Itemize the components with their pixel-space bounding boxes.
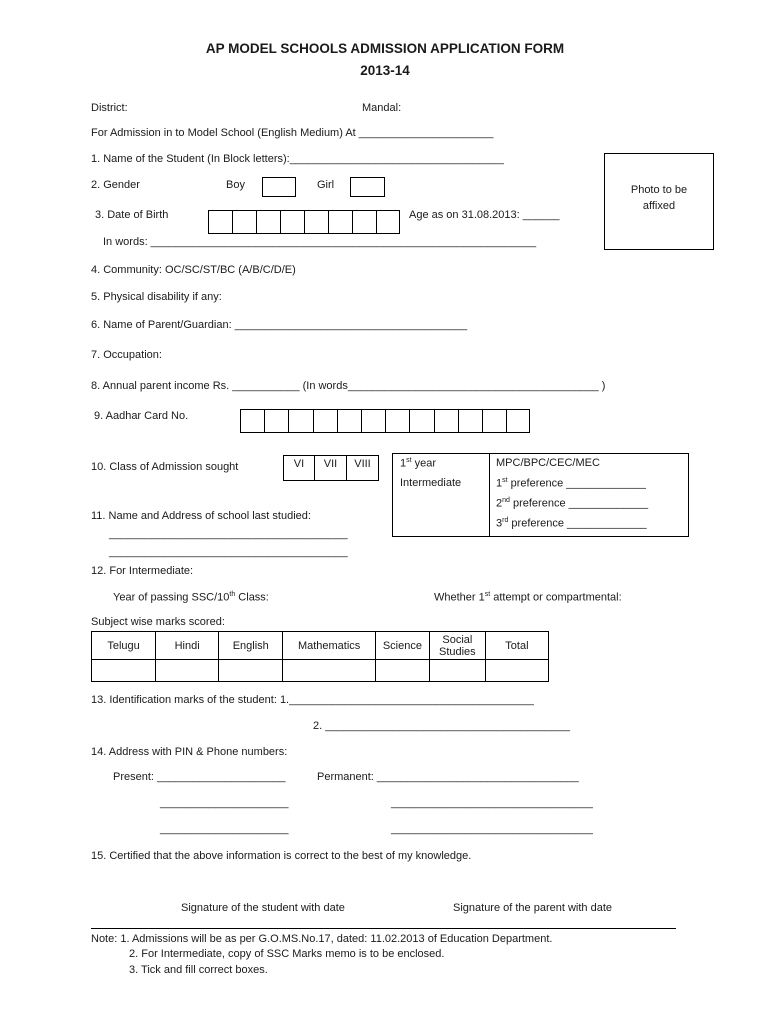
student-name-field[interactable]: 1. Name of the Student (In Block letters):___________________________________ xyxy=(91,153,504,165)
id-marks-1-field[interactable]: 13. Identification marks of the student: 1.________________________________________ xyxy=(91,694,534,706)
marks-cell-social-studies[interactable] xyxy=(429,660,485,682)
present-address-line-2[interactable]: _____________________ xyxy=(160,797,289,809)
ssc-year-field[interactable] xyxy=(113,591,269,604)
present-address-line-3[interactable]: _____________________ xyxy=(160,823,289,835)
aadhar-cell[interactable] xyxy=(289,410,313,432)
marks-table xyxy=(91,631,549,682)
disability-field[interactable]: 5. Physical disability if any: xyxy=(91,291,222,303)
aadhar-cell[interactable] xyxy=(507,410,529,432)
dob-cell[interactable] xyxy=(329,211,353,233)
student-signature-label: Signature of the student with date xyxy=(181,902,345,914)
aadhar-cell[interactable] xyxy=(241,410,265,432)
form-title: AP MODEL SCHOOLS ADMISSION APPLICATION FORM xyxy=(205,41,565,56)
dob-cell[interactable] xyxy=(353,211,377,233)
present-address-field[interactable]: Present: _____________________ xyxy=(113,771,286,783)
aadhar-label: 9. Aadhar Card No. xyxy=(94,410,189,422)
class-vi-option[interactable]: VI xyxy=(284,456,315,480)
marks-cell-total[interactable] xyxy=(485,660,548,682)
boy-label: Boy xyxy=(226,179,245,191)
aadhar-cell[interactable] xyxy=(314,410,338,432)
permanent-address-line-3[interactable]: _________________________________ xyxy=(391,823,593,835)
age-field[interactable]: Age as on 31.08.2013: ______ xyxy=(409,209,560,221)
pref1-num: 1 xyxy=(496,477,503,490)
third-preference-field[interactable] xyxy=(496,517,647,530)
mandal-label: Mandal: xyxy=(362,102,402,114)
note-3: 3. Tick and fill correct boxes. xyxy=(129,964,268,976)
ssc-sup: th xyxy=(229,591,236,598)
pref1-text: preference _____________ xyxy=(507,477,646,490)
marks-header-mathematics: Mathematics xyxy=(283,632,376,660)
marks-cell-science[interactable] xyxy=(375,660,429,682)
attempt-sup: st xyxy=(484,591,491,598)
dob-cell[interactable] xyxy=(377,211,399,233)
id-marks-2-field[interactable]: 2. ________________________________________ xyxy=(313,720,570,732)
intermediate-box xyxy=(392,453,689,537)
pref3-num: 3 xyxy=(496,517,503,530)
aadhar-cell[interactable] xyxy=(435,410,459,432)
aadhar-cell[interactable] xyxy=(338,410,362,432)
intermediate-divider xyxy=(489,454,490,536)
marks-header-social: Social xyxy=(442,633,473,646)
subject-marks-label: Subject wise marks scored: xyxy=(91,616,225,628)
note-1: Note: 1. Admissions will be as per G.O.MS.No.17, dated: 11.02.2013 of Education Department. xyxy=(91,933,553,945)
marks-header-studies: Studies xyxy=(438,645,476,658)
attempt-field[interactable] xyxy=(434,591,622,604)
gender-label: 2. Gender xyxy=(91,179,140,191)
dob-cell[interactable] xyxy=(281,211,305,233)
district-label: District: xyxy=(91,102,128,114)
attempt-pre: Whether 1 xyxy=(434,591,485,604)
aadhar-cell[interactable] xyxy=(386,410,410,432)
dob-cell[interactable] xyxy=(305,211,329,233)
photo-text-line2: affixed xyxy=(642,200,676,212)
first-year-option[interactable] xyxy=(400,457,436,470)
marks-header-english: English xyxy=(219,632,283,660)
aadhar-cell[interactable] xyxy=(459,410,483,432)
ssc-pre: Year of passing SSC/10 xyxy=(113,591,230,604)
permanent-address-line-2[interactable]: _________________________________ xyxy=(391,797,593,809)
second-preference-field[interactable] xyxy=(496,497,648,510)
dob-cell[interactable] xyxy=(209,211,233,233)
last-school-line-1[interactable]: _______________________________________ xyxy=(109,528,348,540)
signature-divider xyxy=(91,928,676,929)
income-field[interactable]: 8. Annual parent income Rs. ___________ (In words_________________________________________ ) xyxy=(91,380,606,392)
dob-in-words-field[interactable]: In words: _______________________________________________________________ xyxy=(103,236,537,248)
pref2-sup: nd xyxy=(502,497,510,504)
class-sought-label: 10. Class of Admission sought xyxy=(91,461,239,473)
first-preference-field[interactable] xyxy=(496,477,646,490)
marks-cell-telugu[interactable] xyxy=(92,660,156,682)
occupation-field[interactable]: 7. Occupation: xyxy=(91,349,162,361)
marks-cell-hindi[interactable] xyxy=(156,660,219,682)
photo-box xyxy=(604,153,714,250)
class-viii-option[interactable]: VIII xyxy=(354,458,371,470)
first-year-text: year xyxy=(411,457,437,470)
permanent-address-field[interactable]: Permanent: _________________________________ xyxy=(317,771,579,783)
parent-name-field[interactable]: 6. Name of Parent/Guardian: ______________________________________ xyxy=(91,319,468,331)
parent-signature-label: Signature of the parent with date xyxy=(453,902,612,914)
marks-entry-row[interactable] xyxy=(92,660,549,682)
ssc-post: Class: xyxy=(235,591,269,604)
note-2: 2. For Intermediate, copy of SSC Marks memo is to be enclosed. xyxy=(129,948,445,960)
aadhar-cell[interactable] xyxy=(265,410,289,432)
boy-checkbox[interactable] xyxy=(262,177,296,197)
first-year-num: 1 xyxy=(400,457,407,470)
pref2-text: preference _____________ xyxy=(509,497,649,510)
aadhar-boxes[interactable] xyxy=(240,409,530,433)
dob-cell[interactable] xyxy=(233,211,257,233)
dob-boxes[interactable] xyxy=(208,210,400,234)
groups-label: MPC/BPC/CEC/MEC xyxy=(496,457,600,469)
pref1-sup: st xyxy=(502,477,508,484)
marks-header-row xyxy=(92,632,549,660)
girl-label: Girl xyxy=(317,179,335,191)
class-vii-option[interactable]: VII xyxy=(315,456,347,480)
marks-cell-english[interactable] xyxy=(219,660,283,682)
aadhar-cell[interactable] xyxy=(483,410,507,432)
community-field[interactable]: 4. Community: OC/SC/ST/BC (A/B/C/D/E) xyxy=(91,264,296,276)
aadhar-cell[interactable] xyxy=(410,410,434,432)
aadhar-cell[interactable] xyxy=(362,410,386,432)
marks-header-science: Science xyxy=(375,632,429,660)
girl-checkbox[interactable] xyxy=(350,177,385,197)
pref3-text: preference _____________ xyxy=(508,517,647,530)
last-school-label: 11. Name and Address of school last studied: xyxy=(91,510,311,522)
dob-label: 3. Date of Birth xyxy=(95,209,169,221)
marks-cell-mathematics[interactable] xyxy=(283,660,376,682)
marks-header-hindi: Hindi xyxy=(156,632,219,660)
pref2-num: 2 xyxy=(496,497,503,510)
dob-cell[interactable] xyxy=(257,211,281,233)
form-year: 2013-14 xyxy=(360,63,410,78)
last-school-line-2[interactable]: _______________________________________ xyxy=(109,546,348,558)
address-label: 14. Address with PIN & Phone numbers: xyxy=(91,746,288,758)
class-options xyxy=(283,455,379,481)
certification-text: 15. Certified that the above information is correct to the best of my knowledge. xyxy=(91,850,472,862)
intermediate-label: Intermediate xyxy=(400,477,462,489)
marks-header-total: Total xyxy=(485,632,548,660)
photo-text-line1: Photo to be xyxy=(630,184,688,196)
marks-header-social-studies xyxy=(429,632,485,660)
first-year-sup: st xyxy=(406,457,412,464)
admission-school-field[interactable]: For Admission in to Model School (English Medium) At ______________________ xyxy=(91,127,494,139)
pref3-sup: rd xyxy=(502,517,509,524)
marks-header-telugu: Telugu xyxy=(92,632,156,660)
for-intermediate-label: 12. For Intermediate: xyxy=(91,565,194,577)
attempt-post: attempt or compartmental: xyxy=(490,591,622,604)
